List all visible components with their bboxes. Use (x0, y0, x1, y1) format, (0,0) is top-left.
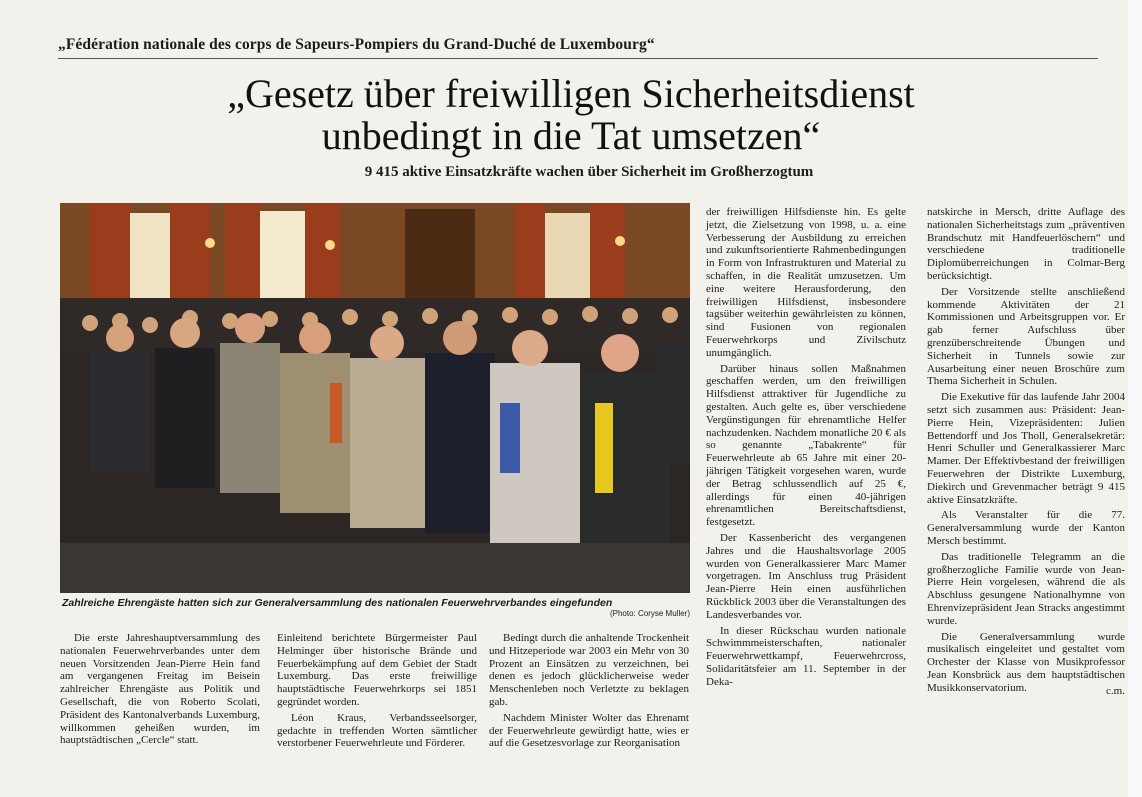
paragraph: Der Kassenbericht des vergangenen Jahres und die Haushaltsvorlage 2005 wurden von Generalkassierer Marc Mamer vorgetragen. Im Anschluss trug Präsident Jean-Pierre Hein einen ausführlichen Rückblick 2003 über die Veranstaltungen des Landesverbandes vor. (706, 531, 906, 621)
paragraph: Die erste Jahreshauptversammlung des nationalen Feuerwehrverbandes unter dem neuen Vorsitzenden Jean-Pierre Hein fand am vergangenen Freitag im Beisein zahlreicher Ehrengäste aus Politik und Gesellschaft, die von Roberto Scolati, Präsident des Kantonalverbands Luxemburg, willkommen geheißen wurden, im hauptstädtischen „Cercle“ statt. (60, 632, 260, 747)
headline-line-2: unbedingt in die Tat umsetzen“ (321, 113, 821, 158)
article-column-3 (489, 632, 689, 753)
paragraph: der freiwilligen Hilfsdienste hin. Es gelte jetzt, die Zielsetzung von 1998, u. a. eine Verbesserung der Ausbildung zu erreichen und zukunftsorientierte Rahmenbedingungen in Form von Infrastrukturen und Material zu schaffen, in die Realität umzusetzen. Um eine weitere Herausforderung, den freiwilligen Hilfsdienst, insbesondere tagsüber weiterhin gewährleisten zu können, sind Fusionen von regionalen Feuerwehrkorps und Zivilschutz unumgänglich. (706, 206, 906, 359)
paragraph: Einleitend berichtete Bürgermeister Paul Helminger über historische Brände und Feuerbekämpfung auf dem Gebiet der Stadt Luxemburg. Das erste freiwillige hauptstädtische Feuerwehrkorps sei 1851 gegründet worden. (277, 632, 477, 708)
article-column-4 (706, 206, 906, 691)
paragraph: Bedingt durch die anhaltende Trockenheit und Hitzeperiode war 2003 ein Mehr von 30 Prozent an Einsätzen zu verzeichnen, bei denen es jedoch glücklicherweise weder Menschenleben noch Verletzte zu beklagen gab. (489, 632, 689, 708)
headline-line-1: „Gesetz über freiwilligen Sicherheitsdienst (227, 71, 915, 116)
paragraph: Darüber hinaus sollen Maßnahmen geschaffen werden, um den freiwilligen Hilfsdienst attraktiver für Jugendliche zu gestalten. Auch gelte es, über verschiedene Vergünstigungen für ehrenamtliche Helfer nachzudenken. Nachdem monatliche 20 € als so genannte „Tabakrente“ für Feuerwehrleute ab 65 Jahre mit einer 20-jährigen Tätigkeit vorgesehen waren, wurde der Betrag schlussendlich auf 25 €, allerdings für einen 40-jährigen ehrenamtlichen Bereitschaftsdienst, festgesetzt. (706, 362, 906, 529)
paragraph: Das traditionelle Telegramm an die großherzogliche Familie wurde von Jean-Pierre Hein vorgelesen, während die als Abschluss gesungene Nationalhymne von Ehrenvizepräsident Jean Stracks angestimmt wurde. (927, 550, 1125, 627)
paragraph: Die Exekutive für das laufende Jahr 2004 setzt sich zusammen aus: Präsident: Jean-Pierre Hein, Vizepräsidenten: Julien Bettendorff und Jos Tholl, Generalsekretär: Henri Schuller und Generalkassierer Marc Mamer. Der Effektivbestand der freiwilligen Feuerwehren der Distrikte Luxemburg, Diekirch und Grevenmacher beträgt 9 415 aktive Einsatzkräfte. (927, 391, 1125, 506)
paragraph: natskirche in Mersch, dritte Auflage des nationalen Sicherheitstags zum „präventiven Brandschutz mit Handfeuerlöschern“ und verschiedene traditionelle Diplomüberreichungen in Colmar-Berg berücksichtigt. (927, 206, 1125, 282)
paragraph: Die Generalversammlung wurde musikalisch eingeleitet und gestaltet vom Orchester der Klasse von Musikprofessor Jean Konsbrück aus dem hauptstädtischen Musikkonservatorium. (927, 630, 1125, 694)
kicker: „Fédération nationale des corps de Sapeurs-Pompiers du Grand-Duché de Luxembourg“ (58, 36, 655, 53)
paragraph: Léon Kraus, Verbandsseelsorger, gedachte in treffenden Worten sämtlicher verstorbener Feuerwehrleute und Förderer. (277, 711, 477, 750)
kicker-rule (58, 58, 1098, 59)
photo-credit: (Photo: Coryse Muller) (609, 609, 690, 618)
paragraph: Als Veranstalter für die 77. Generalversammlung wurde der Kanton Mersch bestimmt. (927, 509, 1125, 547)
subheadline: 9 415 aktive Einsatzkräfte wachen über Sicherheit im Großherzogtum (364, 164, 814, 180)
paragraph: Der Vorsitzende stellte anschließend kommende Aktivitäten der 21 Kommissionen und Arbeitsgruppen vor. Er gab ferner Aufschluss über grenzüberschreitende Übungen und Sicherheit in Tunnels sowie zur Ausarbeitung einer neuen Broschüre zum Thema Sicherheit in Schulen. (927, 285, 1125, 388)
audience-photo (60, 203, 690, 593)
article-column-5 (927, 206, 1125, 698)
article-column-2 (277, 632, 477, 753)
paragraph: Nachdem Minister Wolter das Ehrenamt der Feuerwehrleute gewürdigt hatte, wies er auf die Gesetzesvorlage zur Reorganisation (489, 711, 689, 750)
photo-caption: Zahlreiche Ehrengäste hatten sich zur Generalversammlung des nationalen Feuerwehrverbandes eingefunden (62, 597, 613, 609)
page-edge (1128, 0, 1142, 797)
paragraph: In dieser Rückschau wurden nationale Schwimmmeisterschaften, nationaler Feuerwehrwettkampf, Feuerwehrcross, Solidaritätsfeier am 11. September in der Deka- (706, 624, 906, 688)
author-signature: c.m. (1106, 685, 1125, 698)
article-column-1 (60, 632, 260, 750)
